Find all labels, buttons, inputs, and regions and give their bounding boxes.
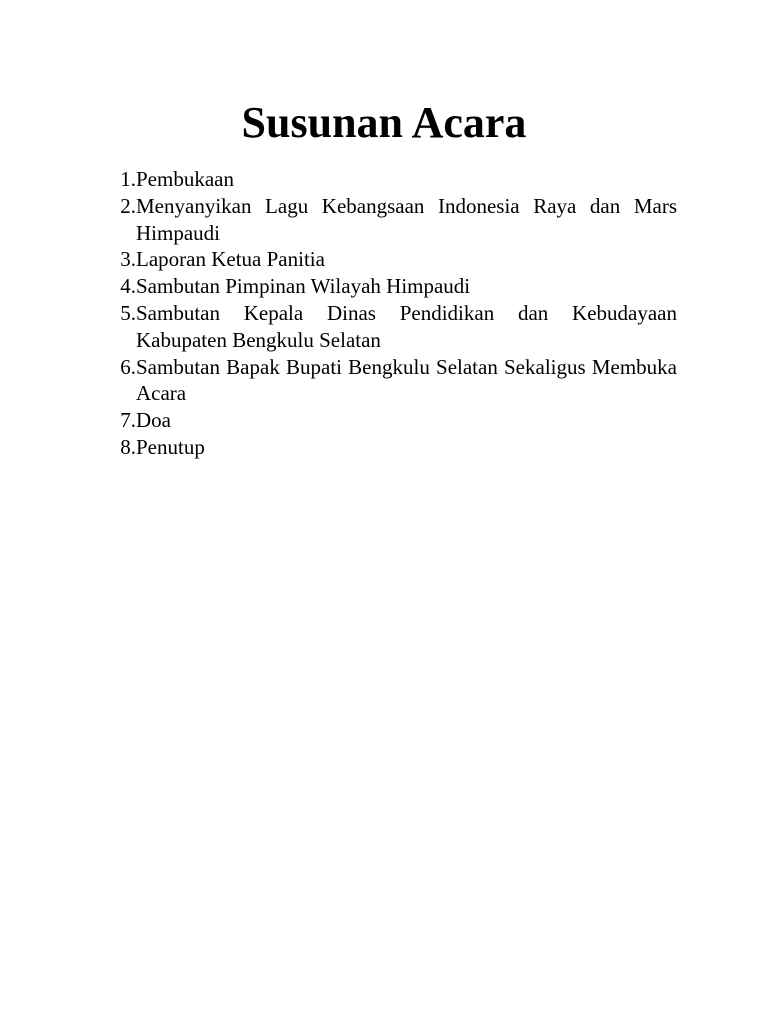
- list-item: [92, 273, 677, 300]
- item-number: 8.: [120, 434, 136, 459]
- list-item: [92, 407, 677, 434]
- item-number: 5.: [120, 300, 136, 325]
- item-text: Sambutan Pimpinan Wilayah Himpaudi: [136, 274, 471, 299]
- list-item: [92, 354, 677, 408]
- agenda-list: [92, 166, 677, 461]
- item-text: Menyanyikan Lagu Kebangsaan Indonesia Raya dan Mars Himpaudi: [136, 193, 677, 245]
- list-item: [92, 166, 677, 193]
- item-text: Penutup: [136, 434, 205, 459]
- item-number: 7.: [120, 408, 136, 433]
- list-item: [92, 193, 677, 247]
- item-text: Sambutan Kepala Dinas Pendidikan dan Kebudayaan Kabupaten Bengkulu Selatan: [136, 300, 677, 352]
- list-item: [92, 300, 677, 354]
- item-text: Pembukaan: [136, 167, 234, 191]
- item-text: Doa: [136, 408, 171, 433]
- list-item: [92, 434, 677, 461]
- item-number: 3.: [120, 247, 136, 272]
- list-item: [92, 246, 677, 273]
- item-number: 2.: [120, 193, 136, 218]
- page-title: Susunan Acara: [241, 98, 527, 147]
- item-number: 4.: [120, 274, 136, 299]
- item-text: Sambutan Bapak Bupati Bengkulu Selatan Sekaligus Membuka Acara: [136, 354, 677, 406]
- item-number: 6.: [120, 354, 136, 379]
- item-number: 1.: [120, 167, 136, 191]
- item-text: Laporan Ketua Panitia: [136, 247, 325, 272]
